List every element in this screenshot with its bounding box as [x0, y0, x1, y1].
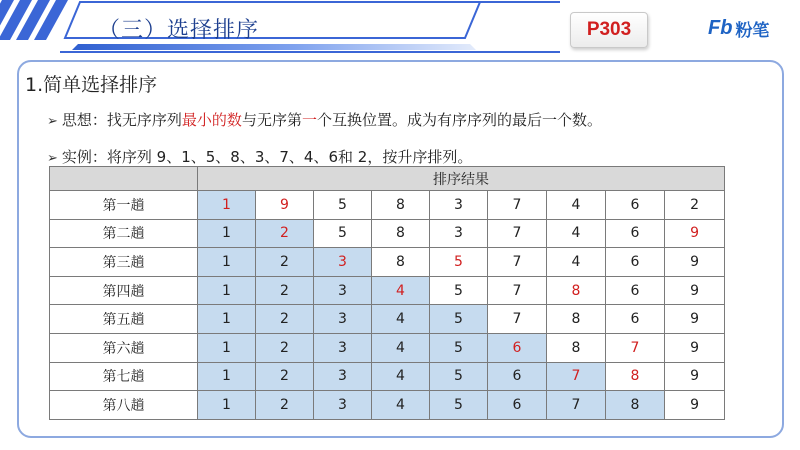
table-cell: 1: [198, 191, 256, 220]
table-cell: 5: [430, 333, 488, 362]
table-row: [50, 305, 725, 334]
table-cell: 9: [665, 362, 725, 391]
table-cell: 4: [372, 362, 430, 391]
table-cell: 8: [547, 276, 606, 305]
table-cell: 7: [547, 391, 606, 420]
table-cell: 2: [256, 248, 314, 277]
table-cell: 2: [256, 333, 314, 362]
page-number-badge: P303: [570, 12, 648, 48]
table-cell: 6: [606, 305, 665, 334]
table-cell: 5: [430, 248, 488, 277]
topic-heading: 1.简单选择排序: [25, 74, 158, 96]
pass-label: 第八趟: [50, 391, 198, 420]
table-cell: 5: [314, 191, 372, 220]
table-cell: 9: [665, 333, 725, 362]
table-cell: 5: [430, 305, 488, 334]
table-cell: 9: [665, 219, 725, 248]
idea-highlight-first: 一: [301, 111, 317, 129]
pass-label: 第六趟: [50, 333, 198, 362]
table-cell: 7: [488, 191, 547, 220]
table-cell: 1: [198, 391, 256, 420]
table-cell: 9: [665, 248, 725, 277]
table-cell: 8: [372, 191, 430, 220]
table-cell: 1: [198, 305, 256, 334]
table-row: [50, 391, 725, 420]
table-cell: 8: [606, 362, 665, 391]
pass-label: 第五趟: [50, 305, 198, 334]
table-cell: 8: [372, 219, 430, 248]
table-row: [50, 333, 725, 362]
table-cell: 8: [606, 391, 665, 420]
table-cell: 6: [606, 276, 665, 305]
pass-label: 第七趟: [50, 362, 198, 391]
table-cell: 1: [198, 362, 256, 391]
table-cell: 9: [665, 391, 725, 420]
table-cell: 3: [314, 305, 372, 334]
logo-text: 粉笔: [735, 20, 770, 41]
table-cell: 4: [372, 333, 430, 362]
table-cell: 1: [198, 333, 256, 362]
table-cell: 4: [547, 248, 606, 277]
table-cell: 8: [547, 305, 606, 334]
table-cell: 2: [256, 362, 314, 391]
table-cell: 2: [256, 276, 314, 305]
idea-prefix: 思想：找无序序列: [61, 111, 182, 129]
table-cell: 7: [488, 276, 547, 305]
example-text: 实例：将序列 9、1、5、8、3、7、4、6和 2，按升序排列。: [61, 148, 473, 166]
table-cell: 8: [372, 248, 430, 277]
table-cell: 2: [256, 219, 314, 248]
table-cell: 9: [256, 191, 314, 220]
table-cell: 7: [488, 305, 547, 334]
table-cell: 3: [314, 248, 372, 277]
sort-result-table: [49, 166, 725, 420]
slide-header: [0, 0, 800, 58]
table-cell: 7: [547, 362, 606, 391]
idea-bullet: [47, 109, 602, 130]
idea-suffix: 个互换位置。成为有序序列的最后一个数。: [316, 111, 602, 129]
table-cell: 2: [256, 391, 314, 420]
table-cell: 3: [430, 191, 488, 220]
table-corner-cell: [50, 167, 198, 191]
bullet-arrow-icon: ➢: [47, 114, 58, 129]
table-cell: 7: [488, 219, 547, 248]
table-row: [50, 191, 725, 220]
table-cell: 6: [488, 333, 547, 362]
table-cell: 1: [198, 276, 256, 305]
table-cell: 3: [314, 362, 372, 391]
table-cell: 1: [198, 219, 256, 248]
table-row: [50, 219, 725, 248]
example-bullet: [47, 146, 472, 167]
table-row: [50, 248, 725, 277]
table-cell: 5: [430, 362, 488, 391]
table-body: [50, 191, 725, 420]
table-cell: 4: [372, 305, 430, 334]
table-cell: 3: [430, 219, 488, 248]
table-cell: 3: [314, 333, 372, 362]
table-cell: 1: [198, 248, 256, 277]
logo-mark-icon: Fb: [708, 16, 733, 39]
table-cell: 9: [665, 305, 725, 334]
table-cell: 4: [547, 191, 606, 220]
pass-label: 第三趟: [50, 248, 198, 277]
table-cell: 8: [547, 333, 606, 362]
table-cell: 6: [488, 362, 547, 391]
pass-label: 第一趟: [50, 191, 198, 220]
table-row: [50, 276, 725, 305]
table-cell: 6: [606, 248, 665, 277]
table-cell: 5: [430, 391, 488, 420]
pass-label: 第四趟: [50, 276, 198, 305]
table-row: [50, 362, 725, 391]
fenbi-logo: [708, 16, 769, 40]
table-cell: 4: [372, 391, 430, 420]
table-cell: 2: [256, 305, 314, 334]
section-title: （三）选择排序: [98, 18, 260, 43]
table-cell: 2: [665, 191, 725, 220]
bullet-arrow-icon: ➢: [47, 151, 58, 166]
table-cell: 4: [372, 276, 430, 305]
idea-highlight-min: 最小的数: [181, 111, 242, 129]
table-cell: 6: [606, 191, 665, 220]
table-cell: 3: [314, 276, 372, 305]
table-cell: 6: [488, 391, 547, 420]
table-cell: 5: [430, 276, 488, 305]
table-cell: 3: [314, 391, 372, 420]
table-cell: 7: [488, 248, 547, 277]
table-cell: 5: [314, 219, 372, 248]
table-cell: 4: [547, 219, 606, 248]
idea-middle: 与无序第: [241, 111, 302, 129]
table-cell: 7: [606, 333, 665, 362]
table-cell: 6: [606, 219, 665, 248]
table-cell: 9: [665, 276, 725, 305]
table-header-label: 排序结果: [198, 167, 725, 191]
pass-label: 第二趟: [50, 219, 198, 248]
